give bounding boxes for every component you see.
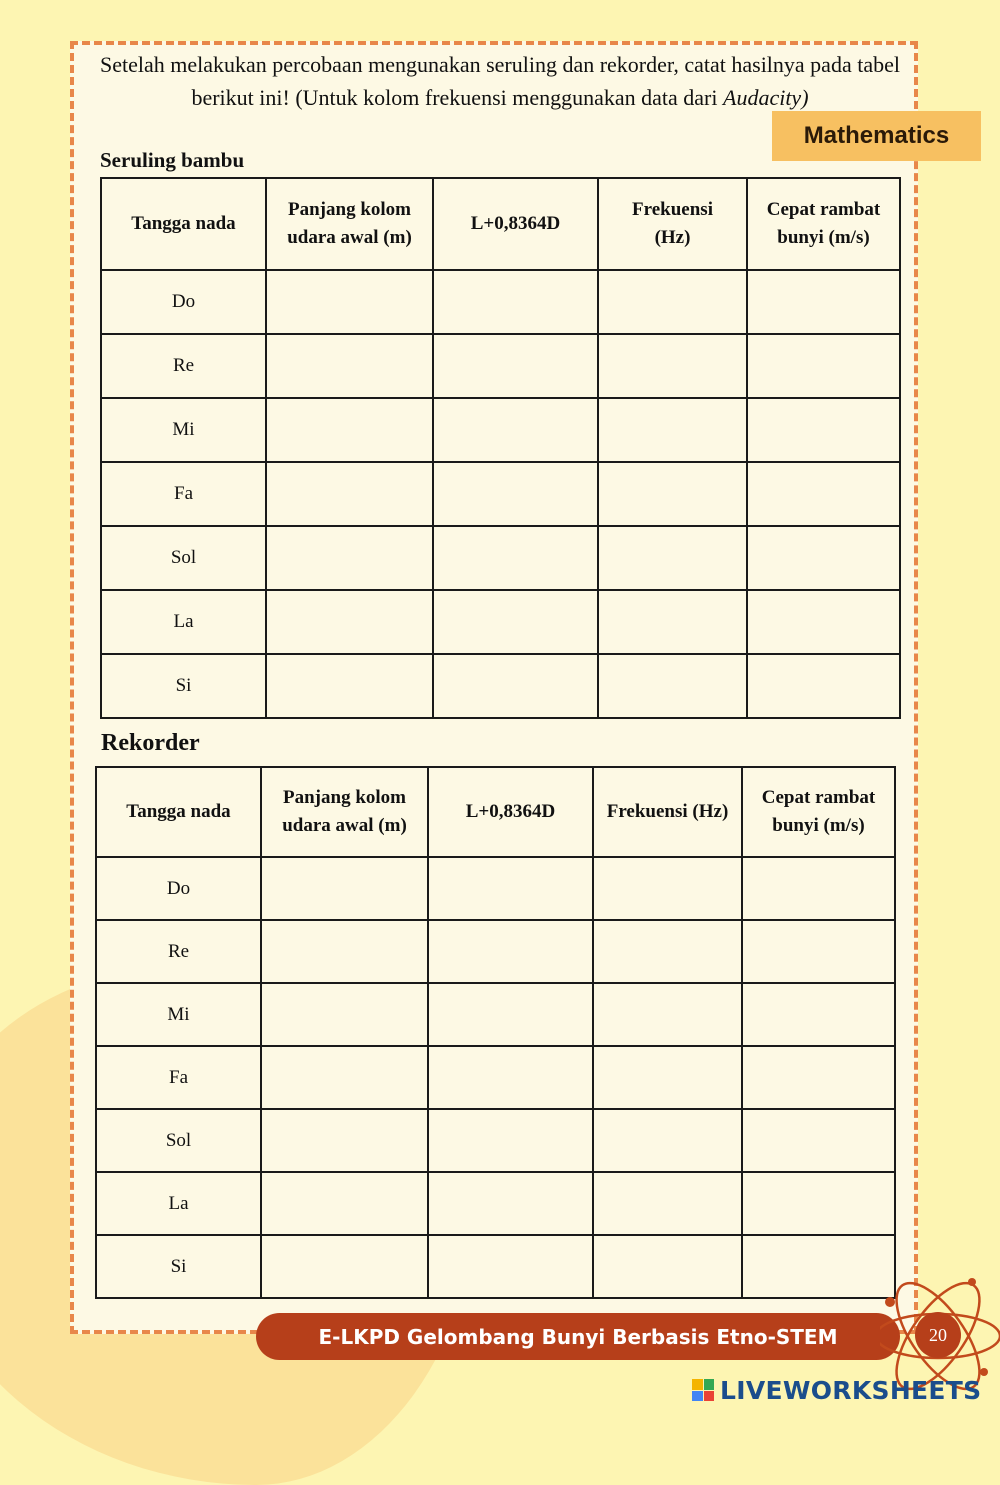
l-correction-input[interactable] [433, 398, 598, 462]
table-row [101, 398, 900, 462]
cepat-rambat-input[interactable] [747, 398, 900, 462]
l-correction-input[interactable] [433, 462, 598, 526]
frekuensi-input[interactable] [593, 857, 742, 920]
l-correction-input[interactable] [428, 920, 593, 983]
frekuensi-input[interactable] [593, 1235, 742, 1298]
table-row [101, 462, 900, 526]
cepat-rambat-input[interactable] [742, 983, 895, 1046]
l-correction-input[interactable] [428, 1235, 593, 1298]
l-correction-input[interactable] [428, 1046, 593, 1109]
panjang-kolom-input[interactable] [261, 1109, 428, 1172]
footer-title: E-LKPD Gelombang Bunyi Berbasis Etno-STEM [318, 1324, 838, 1349]
frekuensi-input[interactable] [593, 920, 742, 983]
cepat-rambat-input[interactable] [747, 590, 900, 654]
intro-instructions [100, 48, 900, 114]
cepat-rambat-input[interactable] [747, 334, 900, 398]
table-header-row [96, 767, 895, 857]
panjang-kolom-input[interactable] [261, 1172, 428, 1235]
panjang-kolom-input[interactable] [266, 526, 433, 590]
cepat-rambat-input[interactable] [747, 462, 900, 526]
table-row [96, 857, 895, 920]
header-panjang-kolom: Panjang kolom udara awal (m) [261, 767, 428, 857]
liveworksheets-logo-icon [692, 1379, 714, 1401]
frekuensi-input[interactable] [598, 334, 747, 398]
table-row [101, 334, 900, 398]
header-tangga-nada: Tangga nada [101, 178, 266, 270]
table-row [96, 920, 895, 983]
seruling-table [100, 177, 901, 719]
panjang-kolom-input[interactable] [266, 334, 433, 398]
frekuensi-input[interactable] [598, 462, 747, 526]
header-cepat-rambat: Cepat rambat bunyi (m/s) [747, 178, 900, 270]
l-correction-input[interactable] [428, 1172, 593, 1235]
liveworksheets-watermark [692, 1372, 981, 1408]
table-row [96, 983, 895, 1046]
tangga-nada-cell: Si [101, 654, 266, 718]
frekuensi-input[interactable] [598, 654, 747, 718]
tangga-nada-cell: Mi [96, 983, 261, 1046]
tangga-nada-cell: Do [96, 857, 261, 920]
l-correction-input[interactable] [433, 334, 598, 398]
l-correction-input[interactable] [433, 654, 598, 718]
table-row [101, 654, 900, 718]
cepat-rambat-input[interactable] [742, 857, 895, 920]
tangga-nada-cell: La [101, 590, 266, 654]
table-header-row [101, 178, 900, 270]
tangga-nada-cell: Sol [96, 1109, 261, 1172]
table-row [96, 1109, 895, 1172]
liveworksheets-text: LIVEWORKSHEETS [720, 1375, 982, 1405]
table-row [101, 590, 900, 654]
frekuensi-input[interactable] [593, 1046, 742, 1109]
header-frekuensi: Frekuensi (Hz) [598, 178, 747, 270]
intro-text: Setelah melakukan percobaan mengunakan seruling dan rekorder, catat hasilnya pada tabel berikut ini! (Untuk kolom frekuensi menggunakan data dari [100, 52, 900, 110]
table-row [96, 1235, 895, 1298]
table-row [96, 1172, 895, 1235]
cepat-rambat-input[interactable] [742, 1172, 895, 1235]
frekuensi-input[interactable] [598, 398, 747, 462]
l-correction-input[interactable] [433, 526, 598, 590]
frekuensi-input[interactable] [593, 1109, 742, 1172]
frekuensi-input[interactable] [598, 270, 747, 334]
rekorder-table [95, 766, 896, 1299]
tangga-nada-cell: La [96, 1172, 261, 1235]
panjang-kolom-input[interactable] [266, 590, 433, 654]
cepat-rambat-input[interactable] [742, 920, 895, 983]
cepat-rambat-input[interactable] [747, 526, 900, 590]
header-cepat-rambat: Cepat rambat bunyi (m/s) [742, 767, 895, 857]
header-tangga-nada: Tangga nada [96, 767, 261, 857]
footer-title-bar [256, 1313, 900, 1360]
panjang-kolom-input[interactable] [261, 920, 428, 983]
table-row [96, 1046, 895, 1109]
panjang-kolom-input[interactable] [266, 462, 433, 526]
cepat-rambat-input[interactable] [747, 654, 900, 718]
tangga-nada-cell: Fa [101, 462, 266, 526]
l-correction-input[interactable] [433, 270, 598, 334]
panjang-kolom-input[interactable] [266, 398, 433, 462]
tangga-nada-cell: Re [101, 334, 266, 398]
panjang-kolom-input[interactable] [266, 270, 433, 334]
header-l-correction: L+0,8364D [433, 178, 598, 270]
header-l-correction: L+0,8364D [428, 767, 593, 857]
cepat-rambat-input[interactable] [747, 270, 900, 334]
table-row [101, 526, 900, 590]
frekuensi-input[interactable] [593, 1172, 742, 1235]
tangga-nada-cell: Re [96, 920, 261, 983]
table1-title: Seruling bambu [100, 148, 245, 172]
tangga-nada-cell: Sol [101, 526, 266, 590]
frekuensi-input[interactable] [593, 983, 742, 1046]
panjang-kolom-input[interactable] [261, 857, 428, 920]
cepat-rambat-input[interactable] [742, 1109, 895, 1172]
intro-italic-text: Audacity) [723, 85, 809, 110]
table-row [101, 270, 900, 334]
page-number: 20 [915, 1312, 961, 1358]
tangga-nada-cell: Mi [101, 398, 266, 462]
l-correction-input[interactable] [428, 857, 593, 920]
frekuensi-input[interactable] [598, 590, 747, 654]
l-correction-input[interactable] [428, 1109, 593, 1172]
l-correction-input[interactable] [433, 590, 598, 654]
panjang-kolom-input[interactable] [261, 1235, 428, 1298]
frekuensi-input[interactable] [598, 526, 747, 590]
table2-title: Rekorder [101, 730, 200, 756]
header-frekuensi: Frekuensi (Hz) [593, 767, 742, 857]
panjang-kolom-input[interactable] [261, 1046, 428, 1109]
panjang-kolom-input[interactable] [266, 654, 433, 718]
tangga-nada-cell: Do [101, 270, 266, 334]
header-panjang-kolom: Panjang kolom udara awal (m) [266, 178, 433, 270]
subject-tag: Mathematics [772, 111, 981, 161]
tangga-nada-cell: Fa [96, 1046, 261, 1109]
panjang-kolom-input[interactable] [261, 983, 428, 1046]
cepat-rambat-input[interactable] [742, 1235, 895, 1298]
cepat-rambat-input[interactable] [742, 1046, 895, 1109]
l-correction-input[interactable] [428, 983, 593, 1046]
tangga-nada-cell: Si [96, 1235, 261, 1298]
